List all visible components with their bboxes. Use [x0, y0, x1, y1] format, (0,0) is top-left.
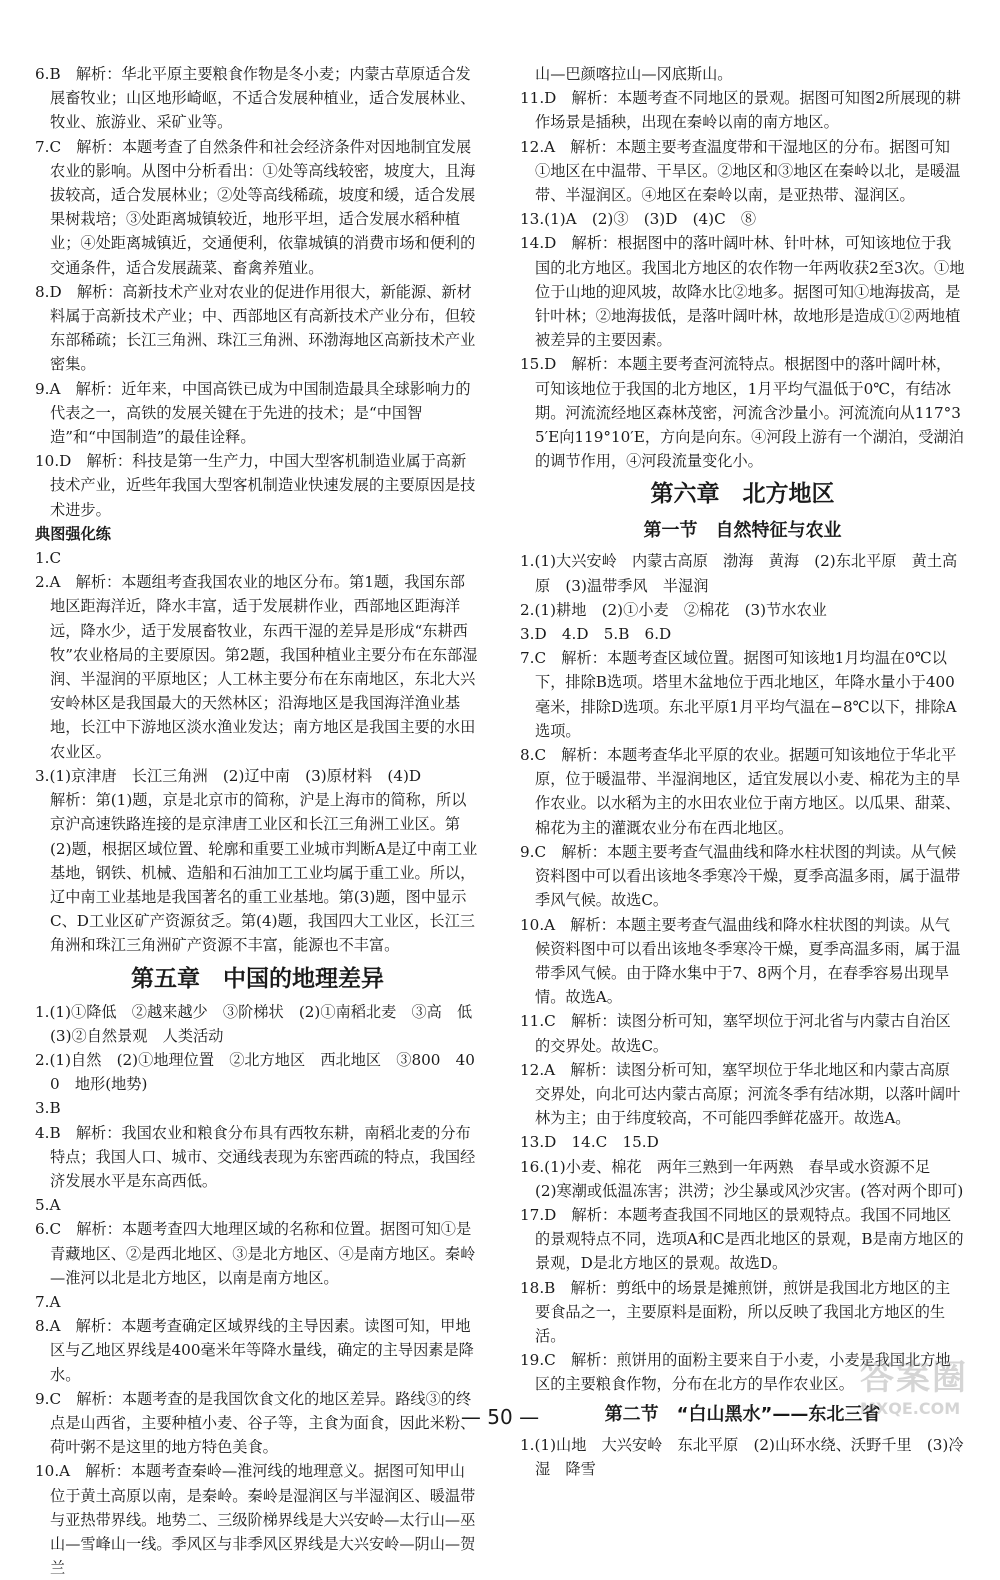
answer-item: 13.D 14.C 15.D — [520, 1133, 659, 1152]
answer-item: 7.A — [35, 1292, 61, 1311]
answer-item: 2.A 解析：本题组考查我国农业的地区分布。第1题，我国东部地区距海洋近，降水丰富，适于发展耕作业，西部地区距海洋远，降水少，适于发展畜牧业，东西干湿的差异是形成“东耕西牧”农业格局的主要原因。第2题，我国种植业主要分布在东部湿润、半湿润的平原地区；人工林主要分布在东南地区，东北大兴安岭林区是我国最大的天然林区；沿海地区是我国海洋渔业基地，长江中下游地区淡水渔业发达；南方地区是我国主要的水田农业区。 — [35, 573, 478, 761]
left-column — [35, 62, 488, 1580]
answer-item: 17.D 解析：本题考查我国不同地区的景观特点。我国不同地区的景观特点不同，选项A和C是西北地区的景观，B是南方地区的景观，D是北方地区的景观。故选D。 — [520, 1205, 964, 1273]
answer-item: 9.A 解析：近年来，中国高铁已成为中国制造最具全球影响力的代表之一，高铁的发展关键在于先进的技术；是“中国智造”和“中国制造”的最佳诠释。 — [35, 379, 471, 447]
answer-item: 3.D 4.D 5.B 6.D — [520, 625, 672, 644]
answer-item: 14.D 解析：根据图中的落叶阔叶林、针叶林，可知该地位于我国的北方地区。我国北方地区的农作物一年两收获2至3次。①地位于山地的迎风坡，故降水比②地多。据图可知①地海拔高，是针叶林；②地海拔低，是落叶阔叶林，故地形是造成①②两地植被差异的主要因素。 — [520, 234, 965, 350]
subheading: 典图强化练 — [35, 524, 111, 543]
answer-item: 9.C 解析：本题主要考查气温曲线和降水柱状图的判读。从气候资料图中可以看出该地冬季寒冷干燥，夏季高温多雨，属于温带季风气候。故选C。 — [520, 842, 961, 910]
answer-item: 5.A — [35, 1196, 61, 1215]
section-title: 第二节 “白山黑水”——东北三省 — [604, 1403, 881, 1425]
answer-item: 解析：第(1)题，京是北京市的简称，沪是上海市的简称，所以京沪高速铁路连接的是京津唐工业区和长江三角洲工业区。第(2)题，根据区域位置、轮廓和重要工业城市判断A是辽中南工业基地，钢铁、机械、造船和石油加工工业均属于重工业。所以，辽中南工业基地是我国著名的重工业基地。第(3)题，图中显示C、D工业区矿产资源贫乏。第(4)题，我国四大工业区，长江三角洲和珠江三角洲矿产资源不丰富，能源也不丰富。 — [50, 791, 478, 955]
answer-item: 19.C 解析：煎饼用的面粉主要来自于小麦，小麦是我国北方地区的主要粮食作物，分布在北方的旱作农业区。 — [520, 1351, 951, 1394]
answer-item: 1.(1)山地 大兴安岭 东北平原 (2)山环水绕、沃野千里 (3)冷湿 降雪 — [520, 1435, 964, 1478]
answer-item: 8.C 解析：本题考查华北平原的农业。据题可知该地位于华北平原，位于暖温带、半湿润地区，适宜发展以小麦、棉花为主的旱作农业。以水稻为主的水田农业位于南方地区。以瓜果、甜菜、棉花为主的灌溉农业分布在西北地区。 — [520, 746, 961, 837]
answer-item: 9.C 解析：本题考查的是我国饮食文化的地区差异。路线③的终点是山西省，主要种植小麦、谷子等，主食为面食，因此米粉、荷叶粥不是这里的地方特色美食。 — [35, 1389, 476, 1457]
answer-item: 16.(1)小麦、棉花 两年三熟到一年两熟 春旱或水资源不足 (2)寒潮或低温冻害；洪涝；沙尘暴或风沙灾害。(答对两个即可) — [520, 1157, 964, 1200]
answer-item: 6.C 解析：本题考查四大地理区域的名称和位置。据图可知①是青藏地区、②是西北地区、③是北方地区、④是南方地区。秦岭—淮河以北是北方地区，以南是南方地区。 — [35, 1220, 476, 1287]
answer-item: 3.B — [35, 1099, 61, 1118]
answer-item: 15.D 解析：本题主要考查河流特点。根据图中的落叶阔叶林，可知该地位于我国的北方地区，1月平均气温低于0℃，有结冰期。河流流经地区森林茂密，河流含沙量小。河流流向从117°35′E向119°10′E，方向是向东。④河段上游有一个湖泊，受湖泊的调节作用，④河段流量变化小。 — [520, 355, 964, 471]
answer-item: 13.(1)A (2)③ (3)D (4)C ⑧ — [520, 210, 757, 229]
chapter-title: 第五章 中国的地理差异 — [131, 965, 384, 992]
answer-item: 11.D 解析：本题考查不同地区的景观。据图可知图2所展现的耕作场景是插秧，出现在秦岭以南的南方地区。 — [520, 89, 961, 132]
answer-item: 8.D 解析：高新技术产业对农业的促进作用很大，新能源、新材料属于高新技术产业；中、西部地区有高新技术产业分布，但较东部稀疏；长江三角洲、珠江三角洲、环渤海地区高新技术产业密集。 — [35, 282, 476, 374]
answer-item: 10.A 解析：本题主要考查气温曲线和降水柱状图的判读。从气候资料图中可以看出该地冬季寒冷干燥，夏季高温多雨，属于温带季风气候。由于降水集中于7、8两个月，在春季容易出现旱情。故选A。 — [520, 915, 961, 1007]
answer-item: 7.C 解析：本题考查区域位置。据图可知该地1月均温在0℃以下，排除B选项。塔里木盆地位于西北地区，年降水量小于400毫米，排除D选项。东北平原1月平均气温在−8℃以下，排除A选项。 — [520, 649, 957, 740]
answer-item: 1.(1)①降低 ②越来越少 ③阶梯状 (2)①南稻北麦 ③高 低 (3)②自然景观 人类活动 — [35, 1002, 488, 1045]
watermark-logo — [860, 1350, 990, 1435]
answer-item: 1.C — [35, 549, 62, 568]
watermark-text: 答案圈 — [860, 1358, 968, 1398]
answer-item: 18.B 解析：剪纸中的场景是摊煎饼，煎饼是我国北方地区的主要食品之一，主要原料是面粉，所以反映了我国北方地区的生活。 — [520, 1278, 951, 1345]
page-number: — 50 — — [460, 1405, 540, 1429]
answer-item: 2.(1)自然 (2)①地理位置 ②北方地区 西北地区 ③800 400 地形(地势) — [35, 1050, 475, 1094]
answer-item: 10.D 解析：科技是第一生产力，中国大型客机制造业属于高新技术产业，近些年我国大型客机制造业快速发展的主要原因是技术进步。 — [35, 452, 476, 519]
answer-item: 12.A 解析：本题主要考查温度带和干湿地区的分布。据图可知①地区在中温带、干旱区。②地区和③地区在秦岭以北，是暖温带、半湿润区。④地区在秦岭以南，是亚热带、湿润区。 — [520, 137, 961, 205]
answer-item: 1.(1)大兴安岭 内蒙古高原 渤海 黄海 (2)东北平原 黄土高原 (3)温带季风 半湿润 — [520, 552, 958, 595]
answer-item: 6.B 解析：华北平原主要粮食作物是冬小麦；内蒙古草原适合发展畜牧业；山区地形崎岖，不适合发展种植业，适合发展林业、牧业、旅游业、采矿业等。 — [35, 65, 476, 132]
answer-item: 3.(1)京津唐 长江三角洲 (2)辽中南 (3)原材料 (4)D — [35, 766, 422, 785]
right-column — [520, 62, 965, 1481]
answer-item: 8.A 解析：本题考查确定区域界线的主导因素。读图可知，甲地区与乙地区界线是400毫米年等降水量线，确定的主导因素是降水。 — [35, 1317, 474, 1384]
chapter-title: 第六章 北方地区 — [650, 481, 835, 508]
answer-item: 山—巴颜喀拉山—冈底斯山。 — [535, 65, 733, 83]
answer-item: 2.(1)耕地 (2)①小麦 ②棉花 (3)节水农业 — [520, 600, 827, 619]
answer-item: 4.B 解析：我国农业和粮食分布具有西牧东耕，南稻北麦的分布特点；我国人口、城市、交通线表现为东密西疏的特点，我国经济发展水平是东高西低。 — [35, 1123, 476, 1190]
watermark-url: MXQE.COM — [860, 1399, 961, 1418]
answer-item: 7.C 解析：本题考查了自然条件和社会经济条件对因地制宜发展农业的影响。从图中分析看出：①处等高线较密，坡度大，且海拔较高，适合发展林业；②处等高线稀疏，坡度和缓，适合发展果树栽培；③处距离城镇较近，地形平坦，适合发展水稻种植业；④处距离城镇近，交通便利，依靠城镇的消费市场和便利的交通条件，适合发展蔬菜、畜禽养殖业。 — [35, 137, 476, 277]
answer-item: 10.A 解析：本题考查秦岭—淮河线的地理意义。据图可知甲山位于黄土高原以南，是秦岭。秦岭是湿润区与半湿润区、暖温带与亚热带界线。地势二、三级阶梯界线是大兴安岭—太行山—巫山—雪峰山一线。季风区与非季风区界线是大兴安岭—阴山—贺兰 — [35, 1462, 476, 1578]
section-title: 第一节 自然特征与农业 — [643, 520, 842, 542]
answer-item: 12.A 解析：读图分析可知，塞罕坝位于华北地区和内蒙古高原交界处，向北可达内蒙古高原；河流冬季有结冰期，以落叶阔叶林为主；由于纬度较高，不可能四季鲜花盛开。故选A。 — [520, 1060, 961, 1128]
answer-item: 11.C 解析：读图分析可知，塞罕坝位于河北省与内蒙古自治区的交界处。故选C。 — [520, 1012, 951, 1055]
